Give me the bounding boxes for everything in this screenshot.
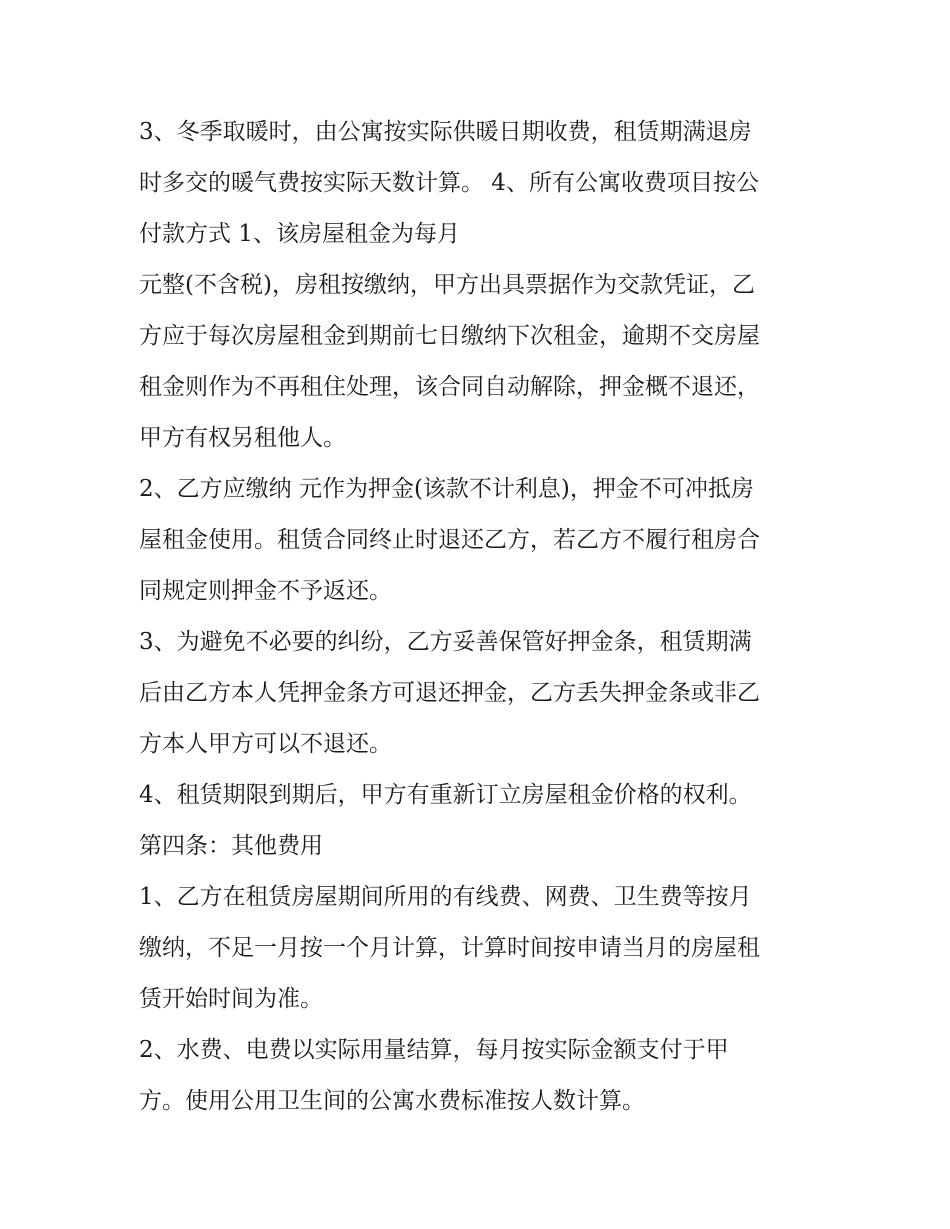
text-line: 时多交的暖气费按实际天数计算。 4、所有公寓收费项目按公 — [139, 170, 759, 196]
section-heading: 第四条：其他费用 — [139, 833, 323, 859]
text-line: 4、租赁期限到期后，甲方有重新订立房屋租金价格的权利。 — [139, 782, 752, 808]
text-line: 2、乙方应缴纳 元作为押金(该款不计利息)，押金不可冲抵房 — [139, 476, 754, 502]
text-line: 同规定则押金不予返还。 — [139, 578, 392, 604]
text-line: 元整(不含税)，房租按缴纳，甲方出具票据作为交款凭证，乙 — [139, 272, 755, 298]
text-line: 缴纳，不足一月按一个月计算，计算时间按申请当月的房屋租 — [139, 935, 760, 961]
text-line: 3、冬季取暖时，由公寓按实际供暖日期收费，租赁期满退房 — [139, 119, 752, 145]
document-body — [139, 107, 839, 1127]
text-line: 方。使用公用卫生间的公寓水费标准按人数计算。 — [139, 1088, 645, 1114]
text-line: 2、水费、电费以实际用量结算，每月按实际金额支付于甲 — [139, 1037, 729, 1063]
text-line: 方应于每次房屋租金到期前七日缴纳下次租金，逾期不交房屋 — [139, 323, 760, 349]
text-line: 赁开始时间为准。 — [139, 986, 323, 1012]
text-line: 后由乙方本人凭押金条方可退还押金，乙方丢失押金条或非乙 — [139, 680, 760, 706]
text-line: 屋租金使用。租赁合同终止时退还乙方，若乙方不履行租房合 — [139, 527, 760, 553]
text-line: 付款方式 1、该房屋租金为每月 — [139, 221, 460, 247]
text-line: 1、乙方在租赁房屋期间所用的有线费、网费、卫生费等按月 — [139, 884, 752, 910]
text-line: 甲方有权另租他人。 — [139, 425, 346, 451]
text-line: 方本人甲方可以不退还。 — [139, 731, 392, 757]
text-line: 3、为避免不必要的纠纷，乙方妥善保管好押金条，租赁期满 — [139, 629, 752, 655]
text-line: 租金则作为不再租住处理，该合同自动解除，押金概不退还， — [139, 374, 760, 400]
